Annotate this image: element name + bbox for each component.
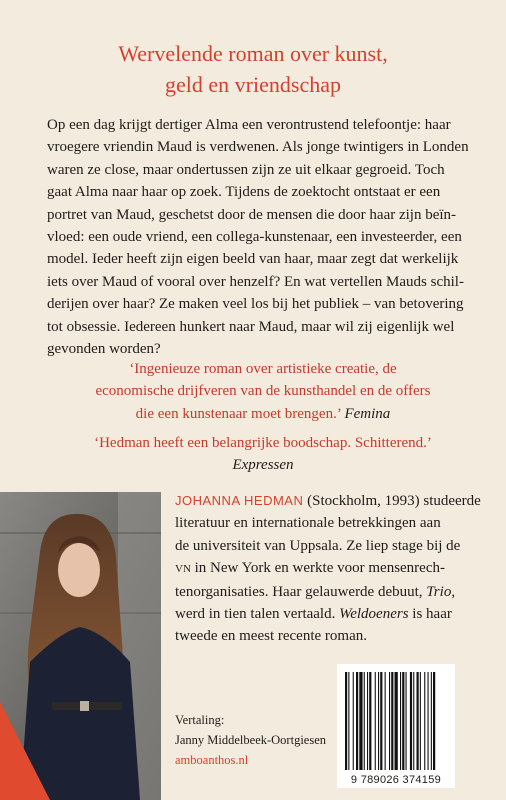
barcode-bar xyxy=(385,672,386,770)
bio-text: werd in tien talen vertaald. xyxy=(175,606,340,623)
barcode-bar xyxy=(375,672,376,770)
bio-text: tenorganisaties. Haar gelauwerde debuut, xyxy=(175,583,427,600)
quote-line: economische drijfveren van de kunsthandel en de offers xyxy=(95,383,431,400)
barcode-bar xyxy=(389,672,390,770)
isbn-number: 9 789026 374159 xyxy=(350,774,442,786)
blurb-line: Op een dag krijgt dertiger Alma een verontrustend telefoontje: haar xyxy=(47,117,451,133)
bio-text: in New York en werkte voor mensenrech- xyxy=(190,560,445,577)
author-name: JOHANNA HEDMAN xyxy=(175,493,304,508)
review-quote-femina xyxy=(60,358,466,425)
barcode-bar xyxy=(367,672,368,770)
bio-text: (Stockholm, 1993) studeerde xyxy=(303,493,481,509)
tagline-line-1: Wervelende roman over kunst, xyxy=(118,41,388,66)
barcode-bar xyxy=(395,672,398,770)
blurb-line: tot obsessie. Iedereen hunkert naar Maud, maar wil zij eigenlijk wel xyxy=(47,318,455,335)
barcode xyxy=(337,664,455,788)
author-photo xyxy=(0,492,161,800)
blurb-line: vloed: een oude vriend, een collega-kunstenaar, een investeerder, een xyxy=(47,229,462,246)
barcode-bar xyxy=(364,672,365,770)
blurb-line: derijen over haar? Ze maken veel los bij het publiek – van betovering xyxy=(47,296,464,313)
blurb-line: gevonden worden? xyxy=(47,341,161,358)
barcode-bar xyxy=(378,672,379,770)
blurb-paragraph xyxy=(47,114,467,360)
barcode-bar xyxy=(417,672,419,770)
barcode-bar xyxy=(420,672,421,770)
tagline-heading xyxy=(0,38,506,100)
quote-line: ‘Ingenieuze roman over artistieke creatie, de xyxy=(129,361,397,377)
bio-line xyxy=(175,490,481,512)
publisher-url[interactable]: amboanthos.nl xyxy=(175,753,249,767)
barcode-bar xyxy=(353,672,354,770)
blurb-line: gaat Alma naar haar op zoek. Tijdens de zoektocht ontstaat er een xyxy=(47,184,441,201)
barcode-bar xyxy=(410,672,412,770)
blurb-line: iets over Maud of vooral over henzelf? En wat vertellen Mauds schil- xyxy=(47,273,464,290)
blurb-line: waren ze close, maar ondertussen zijn ze uit elkaar gegroeid. Toch xyxy=(47,161,445,178)
barcode-bar xyxy=(356,672,358,770)
quote-line-last xyxy=(60,403,466,425)
barcode-bar xyxy=(433,672,435,770)
translation-label: Vertaling: xyxy=(175,713,225,727)
bio-text: , xyxy=(451,583,456,600)
barcode-bar xyxy=(345,672,347,770)
quote-source: Expressen xyxy=(232,457,294,474)
barcode-bar xyxy=(406,672,407,770)
blurb-line: portret van Maud, geschetst door de mensen die door haar zijn beïn- xyxy=(47,206,457,223)
bio-text: is haar xyxy=(408,606,452,623)
blurb-line: vroegere vriendin Maud is verdwenen. Als jonge twintigers in Londen xyxy=(47,139,469,156)
barcode-bar xyxy=(380,672,382,770)
bio-line xyxy=(175,581,475,603)
barcode-bars xyxy=(337,664,455,788)
barcode-bar xyxy=(424,672,425,770)
barcode-bar xyxy=(348,672,349,770)
bio-line xyxy=(175,603,475,625)
barcode-bar xyxy=(431,672,432,770)
book-title: Weldoeners xyxy=(339,606,409,623)
author-bio xyxy=(175,490,481,648)
quote-source: Femina xyxy=(344,405,391,422)
bio-line xyxy=(175,557,475,580)
bio-line: tweede en meest recente roman. xyxy=(175,628,367,645)
quote-line-text: die een kunstenaar moet brengen.’ xyxy=(135,405,341,422)
barcode-bar xyxy=(428,672,429,770)
barcode-bar xyxy=(413,672,414,770)
barcode-bar xyxy=(369,672,371,770)
quote-text: ‘Hedman heeft een belangrijke boodschap. Schitterend.’ xyxy=(94,435,432,451)
barcode-bar xyxy=(402,672,404,770)
barcode-bar xyxy=(359,672,362,770)
translator-name: Janny Middelbeek-Oortgiesen xyxy=(175,733,327,747)
bio-line: de universiteit van Uppsala. Ze liep stage bij de xyxy=(175,537,461,554)
blurb-line: model. Ieder heeft zijn eigen beeld van haar, maar zegt dat werkelijk xyxy=(47,251,459,268)
bio-line: literatuur en internationale betrekkingen aan xyxy=(175,515,441,532)
author-photo-image xyxy=(0,492,161,800)
review-quote-expressen xyxy=(60,432,466,477)
barcode-bar xyxy=(391,672,393,770)
tagline-line-2: geld en vriendschap xyxy=(165,72,341,97)
debut-title: Trio xyxy=(426,583,452,600)
credits xyxy=(175,710,326,770)
barcode-bar xyxy=(400,672,401,770)
vn-abbrev: VN xyxy=(175,563,191,576)
